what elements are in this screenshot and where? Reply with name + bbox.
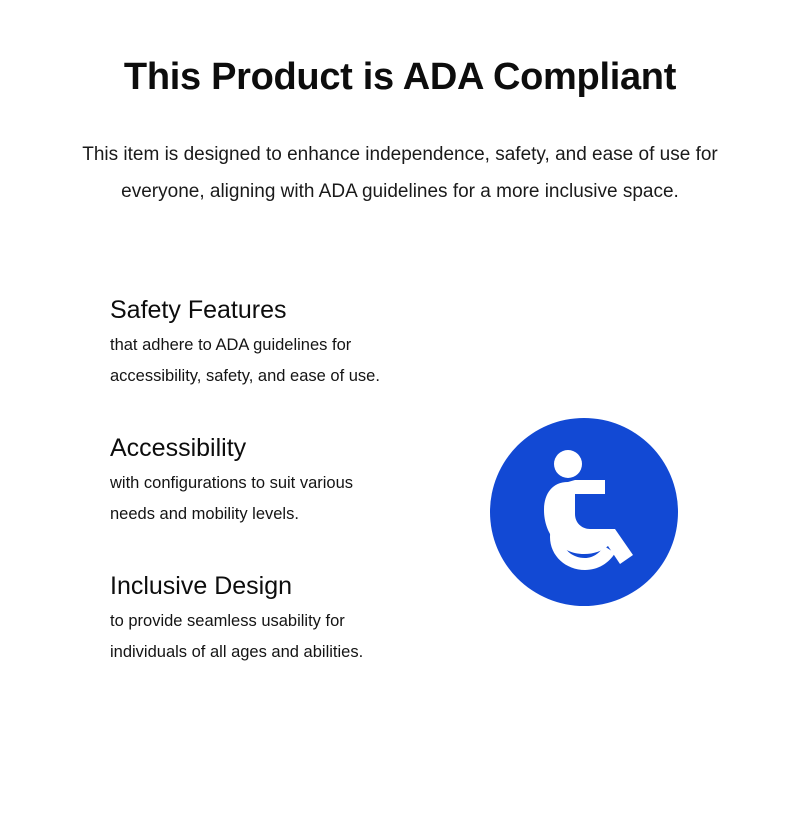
page-subtitle: This item is designed to enhance independence, safety, and ease of use for everyone, aligning with ADA guidelines for a more inclusive space. <box>82 144 718 202</box>
page-title: This Product is ADA Compliant <box>123 56 677 98</box>
accessibility-badge <box>490 418 678 606</box>
feature-description-safety-features: that adhere to ADA guidelines for accessibility, safety, and ease of use. <box>110 336 380 385</box>
badge-circle <box>490 418 678 606</box>
feature-title-inclusive-design: Inclusive Design <box>110 572 293 600</box>
feature-description-inclusive-design: to provide seamless usability for individuals of all ages and abilities. <box>110 612 364 661</box>
feature-description-accessibility: with configurations to suit various needs and mobility levels. <box>110 474 354 523</box>
feature-title-safety-features: Safety Features <box>110 296 287 324</box>
feature-list <box>110 294 410 668</box>
feature-title-accessibility: Accessibility <box>110 434 247 462</box>
list-item <box>110 432 410 530</box>
list-item <box>110 294 410 392</box>
list-item <box>110 570 410 668</box>
